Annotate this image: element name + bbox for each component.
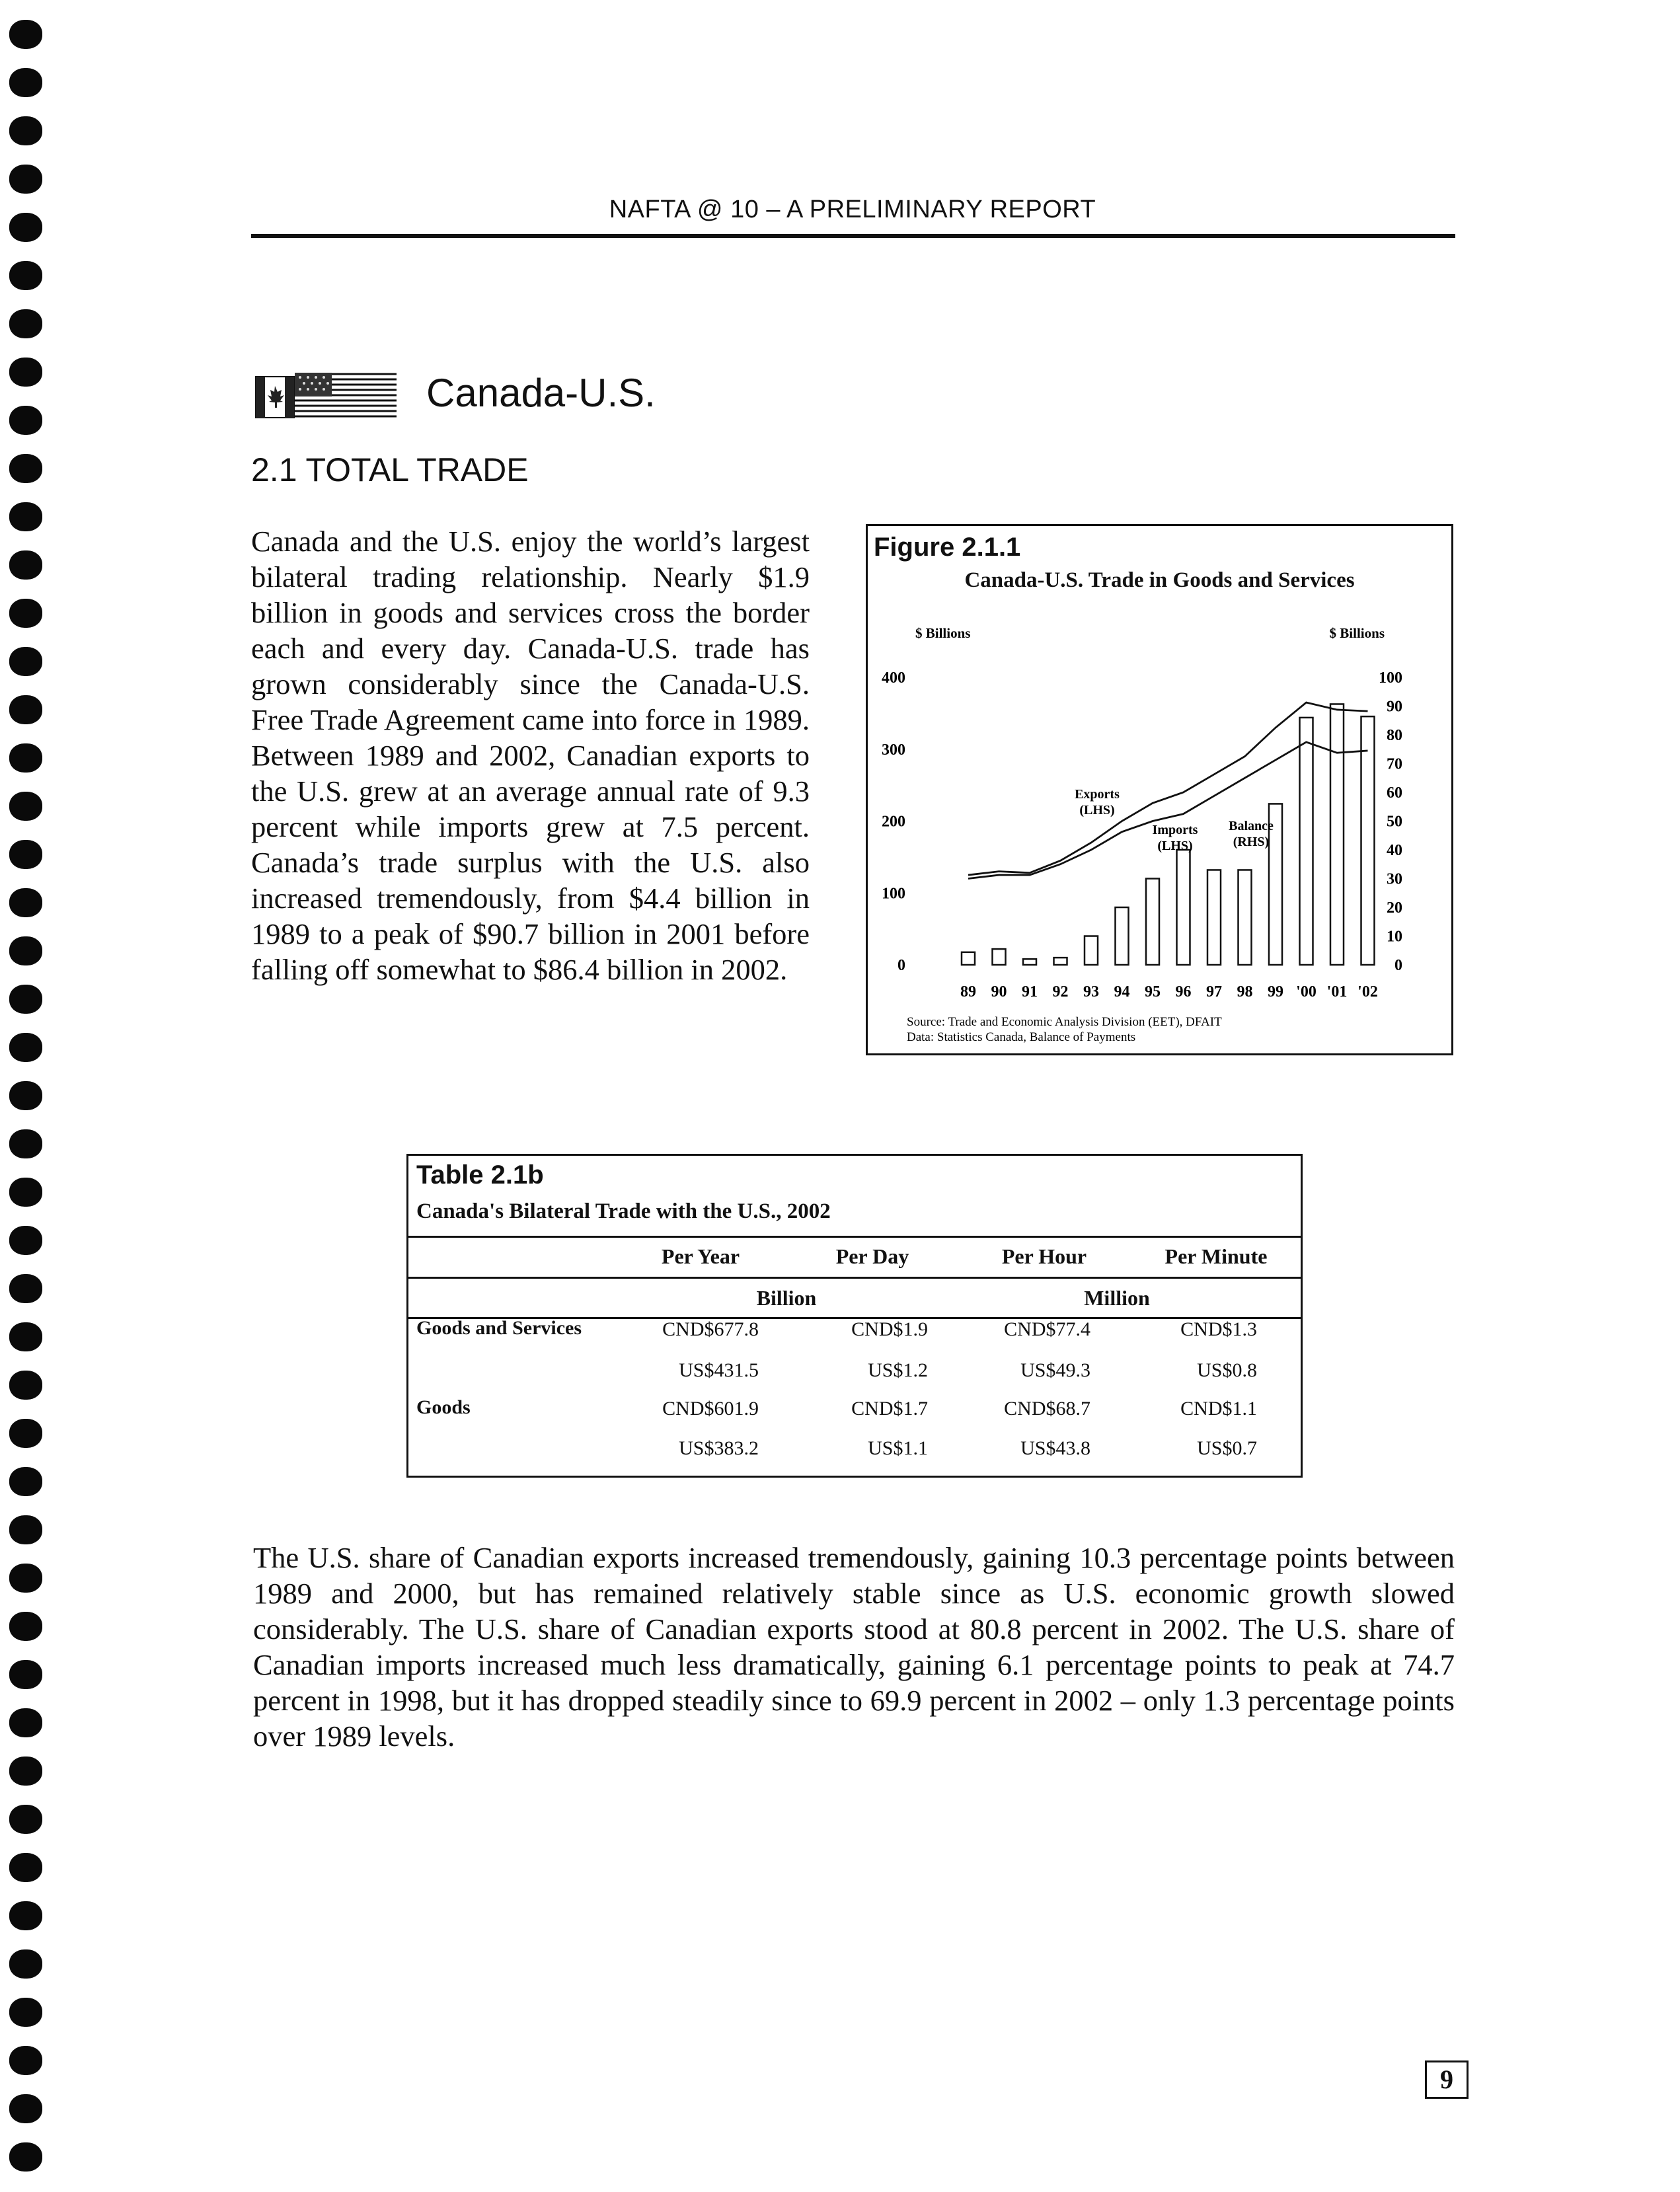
binding-hole bbox=[9, 647, 42, 676]
table-cell: CND$77.4 bbox=[1004, 1318, 1090, 1340]
binding-hole bbox=[9, 502, 42, 531]
binding-hole bbox=[9, 743, 42, 773]
balance-bar bbox=[1116, 907, 1129, 965]
binding-hole bbox=[9, 840, 42, 869]
right-tick-label: 90 bbox=[1387, 698, 1402, 716]
binding-hole bbox=[9, 213, 42, 242]
series-labels bbox=[1075, 787, 1274, 853]
x-tick-label: 98 bbox=[1237, 983, 1253, 1001]
binding-hole bbox=[9, 454, 42, 483]
x-tick-label: '01 bbox=[1326, 983, 1348, 1001]
balance-bar bbox=[1177, 850, 1190, 965]
row-label: Goods bbox=[416, 1396, 471, 1418]
binding-hole bbox=[9, 985, 42, 1014]
binding-hole bbox=[9, 2142, 42, 2172]
left-tick-label: 100 bbox=[882, 885, 905, 903]
x-tick-label: 94 bbox=[1114, 983, 1130, 1001]
right-tick-label: 10 bbox=[1387, 928, 1402, 946]
binding-hole bbox=[9, 358, 42, 387]
binding-hole bbox=[9, 1515, 42, 1544]
table-cell: US$49.3 bbox=[1020, 1359, 1090, 1381]
binding-hole bbox=[9, 599, 42, 628]
col-header-per-minute: Per Minute bbox=[1165, 1244, 1268, 1268]
x-tick-label: 99 bbox=[1268, 983, 1283, 1001]
binding-hole bbox=[9, 1949, 42, 1979]
x-tick-label: '02 bbox=[1357, 983, 1378, 1001]
right-tick-label: 60 bbox=[1387, 784, 1402, 802]
share-paragraph: The U.S. share of Canadian exports increased tremendously, gaining 10.3 percentage points between 1989 and 2000, but has remained relatively stable since as U.S. economic growth slowed considerably. The U.S. share of Canadian exports stood at 80.8 percent in 2002. The U.S. share of Canadian imports increased much less dramatically, gaining 6.1 percentage points to peak at 74.7 percent in 1998, but it has dropped steadily since to 69.9 percent in 2002 – only 1.3 percentage points over 1989 levels. bbox=[253, 1541, 1455, 1753]
table-rule bbox=[406, 1277, 1303, 1279]
binding-hole bbox=[9, 1467, 42, 1496]
canada-us-flag-icon bbox=[255, 370, 398, 422]
binding-hole bbox=[9, 1322, 42, 1351]
right-tick-label: 100 bbox=[1379, 669, 1402, 687]
figure-source: Source: Trade and Economic Analysis Division (EET), DFAIT bbox=[907, 1015, 1222, 1029]
x-tick-label: 93 bbox=[1083, 983, 1099, 1001]
table-cell: CND$1.9 bbox=[851, 1318, 928, 1340]
x-axis-ticks bbox=[960, 983, 1378, 1001]
binding-hole bbox=[9, 20, 42, 49]
table-cell: US$431.5 bbox=[679, 1359, 759, 1381]
x-tick-label: 97 bbox=[1206, 983, 1222, 1001]
table-cell: US$0.8 bbox=[1197, 1359, 1257, 1381]
balance-bar bbox=[1239, 870, 1252, 965]
binding-hole bbox=[9, 695, 42, 724]
balance-bar bbox=[1330, 704, 1344, 965]
left-tick-label: 300 bbox=[882, 741, 905, 759]
binding-hole bbox=[9, 1564, 42, 1593]
table-cell: CND$1.7 bbox=[851, 1398, 928, 1419]
binding-hole bbox=[9, 1998, 42, 2027]
binding-hole bbox=[9, 406, 42, 435]
right-tick-label: 50 bbox=[1387, 813, 1402, 831]
right-tick-label: 30 bbox=[1387, 870, 1402, 888]
binding-hole bbox=[9, 1805, 42, 1834]
right-tick-label: 40 bbox=[1387, 842, 1402, 859]
table-rule bbox=[406, 1236, 1303, 1238]
right-axis-ticks bbox=[1379, 669, 1402, 974]
col-header-per-hour: Per Hour bbox=[1001, 1244, 1087, 1268]
series-label: Exports bbox=[1075, 787, 1120, 802]
left-tick-label: 200 bbox=[882, 813, 905, 831]
balance-bar bbox=[1300, 718, 1313, 965]
binding-hole bbox=[9, 2094, 42, 2123]
balance-bar bbox=[1085, 936, 1098, 965]
running-header: NAFTA @ 10 – A PRELIMINARY REPORT bbox=[609, 196, 1096, 223]
figure-caption: Canada-U.S. Trade in Goods and Services bbox=[964, 568, 1355, 592]
binding-hole bbox=[9, 1081, 42, 1110]
binding-hole bbox=[9, 116, 42, 145]
binding-hole bbox=[9, 1901, 42, 1930]
x-tick-label: 90 bbox=[991, 983, 1007, 1001]
series-label: (LHS) bbox=[1157, 839, 1193, 853]
binding-hole bbox=[9, 68, 42, 97]
table-cell: US$0.7 bbox=[1197, 1437, 1257, 1459]
right-tick-label: 70 bbox=[1387, 755, 1402, 773]
section-subtitle: 2.1 TOTAL TRADE bbox=[251, 451, 529, 488]
binding-hole bbox=[9, 550, 42, 580]
binding-hole bbox=[9, 1612, 42, 1641]
figure-data-note: Data: Statistics Canada, Balance of Payments bbox=[907, 1030, 1136, 1044]
table-cell: CND$1.1 bbox=[1180, 1398, 1257, 1419]
binding-hole bbox=[9, 1708, 42, 1737]
binding-hole bbox=[9, 261, 42, 290]
unit-million: Million bbox=[1084, 1286, 1150, 1310]
x-tick-label: 96 bbox=[1175, 983, 1192, 1001]
series-label: Imports bbox=[1152, 823, 1198, 837]
balance-bar bbox=[1054, 958, 1067, 965]
section-title: Canada-U.S. bbox=[426, 371, 656, 415]
unit-billion: Billion bbox=[756, 1286, 817, 1310]
balance-bar bbox=[1023, 959, 1036, 965]
figure-label: Figure 2.1.1 bbox=[874, 533, 1021, 562]
balance-bar bbox=[993, 949, 1006, 965]
binding-hole bbox=[9, 1274, 42, 1303]
table-cell: US$1.1 bbox=[868, 1437, 928, 1459]
table-cell: US$383.2 bbox=[679, 1437, 759, 1459]
binding-hole bbox=[9, 1033, 42, 1062]
right-tick-label: 20 bbox=[1387, 899, 1402, 917]
left-tick-label: 400 bbox=[882, 669, 905, 687]
table-caption: Canada's Bilateral Trade with the U.S., 2002 bbox=[416, 1199, 831, 1223]
trade-chart bbox=[866, 608, 1453, 1051]
row-label: Goods and Services bbox=[416, 1317, 582, 1339]
binding-hole bbox=[9, 1226, 42, 1255]
left-tick-label: 0 bbox=[897, 957, 905, 974]
binding-hole bbox=[9, 1660, 42, 1689]
binding-hole bbox=[9, 888, 42, 917]
col-header-per-year: Per Year bbox=[661, 1244, 740, 1268]
col-header-per-day: Per Day bbox=[835, 1244, 909, 1268]
table-cell: US$1.2 bbox=[868, 1359, 928, 1381]
page-number: 9 bbox=[1425, 2060, 1469, 2099]
x-tick-label: 95 bbox=[1145, 983, 1161, 1001]
series-label: Balance bbox=[1229, 819, 1274, 833]
table-label: Table 2.1b bbox=[416, 1160, 544, 1190]
binding-hole bbox=[9, 1178, 42, 1207]
table-cell: CND$1.3 bbox=[1180, 1318, 1257, 1340]
balance-bar bbox=[962, 952, 975, 965]
binding-hole bbox=[9, 309, 42, 338]
binding-hole bbox=[9, 1853, 42, 1882]
binding-hole bbox=[9, 1757, 42, 1786]
table-cell: CND$677.8 bbox=[662, 1318, 759, 1340]
series-label: (LHS) bbox=[1079, 803, 1115, 817]
x-tick-label: '00 bbox=[1296, 983, 1317, 1001]
table-cell: US$43.8 bbox=[1020, 1437, 1090, 1459]
right-tick-label: 0 bbox=[1394, 957, 1402, 974]
header-rule bbox=[251, 234, 1455, 238]
table-cell: CND$68.7 bbox=[1004, 1398, 1090, 1419]
right-tick-label: 80 bbox=[1387, 727, 1402, 744]
balance-bar bbox=[1361, 716, 1375, 965]
binding-hole bbox=[9, 792, 42, 821]
right-axis-label: $ Billions bbox=[1329, 625, 1385, 641]
balance-bar bbox=[1207, 870, 1221, 965]
binding-hole bbox=[9, 165, 42, 194]
x-tick-label: 89 bbox=[960, 983, 976, 1001]
left-axis-label: $ Billions bbox=[915, 625, 971, 641]
balance-bar bbox=[1146, 879, 1159, 965]
binding-hole bbox=[9, 1129, 42, 1158]
table-cell: CND$601.9 bbox=[662, 1398, 759, 1419]
spiral-binding bbox=[0, 0, 53, 2192]
x-tick-label: 92 bbox=[1052, 983, 1069, 1001]
binding-hole bbox=[9, 1371, 42, 1400]
binding-hole bbox=[9, 2046, 42, 2075]
x-tick-label: 91 bbox=[1022, 983, 1038, 1001]
binding-hole bbox=[9, 1419, 42, 1448]
intro-paragraph: Canada and the U.S. enjoy the world’s largest bilateral trading relationship. Nearly $1.9 billion in goods and services cross the border each and every day. Canada-U.S. trade has grown considerably since the Canada-U.S. Free Trade Agreement came into force in 1989. Between 1989 and 2002, Canadian exports to the U.S. grew at an average annual rate of 9.3 percent while imports grew at 7.5 percent. Canada’s trade surplus with the U.S. also increased tremendously, from $4.4 billion in 1989 to a peak of $90.7 billion in 2001 before falling off somewhat to $86.4 billion in 2002. bbox=[251, 525, 810, 986]
left-axis-ticks bbox=[882, 669, 905, 974]
binding-hole bbox=[9, 936, 42, 965]
series-label: (RHS) bbox=[1233, 835, 1270, 849]
